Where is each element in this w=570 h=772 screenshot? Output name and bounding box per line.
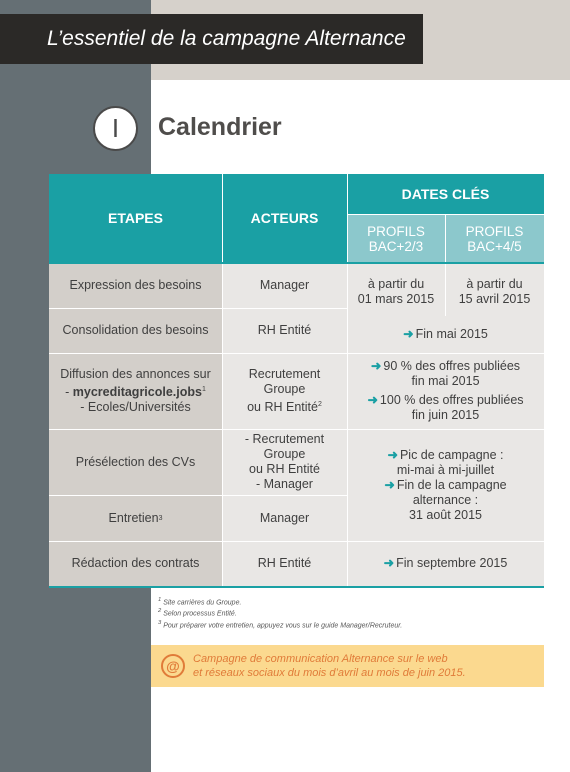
row-redaction-acteur: RH Entité — [222, 541, 347, 586]
divider — [445, 214, 446, 316]
consolidation-date-text: Fin mai 2015 — [415, 327, 488, 341]
preselection-date-2-line2: alternance : — [412, 492, 479, 507]
section-title: Calendrier — [158, 113, 282, 141]
preselection-acteur-line1: - Recrutement — [244, 432, 325, 446]
diffusion-acteur-line2: Groupe — [263, 381, 306, 396]
divider — [49, 495, 347, 496]
row-preselection-etape: Présélection des CVs — [49, 429, 222, 495]
header-profil-bac45 — [445, 214, 544, 263]
divider — [49, 308, 347, 309]
preselection-acteur-line4: - Manager — [256, 477, 313, 491]
preselection-acteur-line2: Groupe — [263, 447, 306, 461]
diffusion-acteur-line3-text: ou RH Entité — [247, 400, 318, 415]
diffusion-date-1-text: 90 % des offres publiées — [383, 359, 521, 373]
preselection-date-1-line1 — [384, 448, 506, 463]
diffusion-line3: - Ecoles/Universités — [80, 400, 191, 415]
divider — [49, 353, 544, 354]
preselection-date-1-line2: mi-mai à mi-juillet — [396, 462, 495, 477]
divider — [49, 541, 544, 542]
row-expression-acteur: Manager — [222, 263, 347, 308]
divider — [347, 174, 348, 586]
diffusion-date-1-line1 — [367, 359, 523, 374]
row-entretien-acteur: Manager — [222, 495, 347, 541]
divider — [347, 214, 544, 215]
arrow-right-icon: ➜ — [384, 477, 395, 492]
footnote-ref-3: 3 — [158, 514, 163, 522]
date-bac23-line1: à partir du — [367, 277, 425, 291]
footnote-2-text: Selon processus Entité. — [163, 610, 237, 618]
arrow-right-icon: ➜ — [370, 359, 382, 373]
arrow-right-icon: ➜ — [403, 327, 414, 341]
row-consolidation-etape: Consolidation des besoins — [49, 308, 222, 353]
diffusion-date-1-line2: fin mai 2015 — [411, 374, 480, 388]
row-redaction-date — [347, 541, 544, 586]
profil-2-line2: BAC+4/5 — [467, 238, 522, 254]
footnote-2-mark: 2 — [158, 608, 162, 615]
row-diffusion-dates — [347, 353, 544, 429]
note-line1: Campagne de communication Alternance sur le web — [193, 653, 448, 665]
preselection-date-2-text: Fin de la campagne — [396, 477, 507, 492]
footnote-1 — [158, 596, 402, 607]
footnote-ref-2: 2 — [317, 400, 322, 408]
header-etapes: ETAPES — [49, 174, 222, 263]
header-acteurs: ACTEURS — [222, 174, 347, 263]
arrow-right-icon: ➜ — [387, 447, 398, 462]
header-dates-cles: DATES CLÉS — [347, 174, 544, 214]
diffusion-date-2-text: 100 % des offres publiées — [379, 393, 524, 407]
footnote-2 — [158, 607, 402, 618]
footnote-1-mark: 1 — [158, 597, 162, 603]
date-bac45-line1: à partir du — [466, 277, 523, 291]
communication-note-text — [193, 652, 533, 680]
divider — [49, 429, 544, 430]
profil-1-line1: PROFILS — [367, 223, 425, 239]
header-profil-bac23 — [347, 214, 445, 263]
table-bottom-line — [49, 586, 544, 588]
arrow-right-icon: ➜ — [383, 556, 395, 570]
row-diffusion-etape — [49, 353, 222, 429]
row-preselection-entretien-dates — [347, 429, 544, 541]
divider — [222, 174, 223, 586]
row-consolidation-date — [347, 316, 544, 353]
row-preselection-acteur — [222, 429, 347, 495]
footnote-3-text: Pour préparer votre entretien, appuyez vous sur le guide Manager/Recruteur. — [163, 621, 403, 629]
diffusion-acteur-line3 — [247, 397, 322, 415]
at-icon: @ — [161, 654, 185, 678]
footnote-ref-1: 1 — [201, 385, 206, 393]
row-consolidation-acteur: RH Entité — [222, 308, 347, 353]
row-entretien-etape — [49, 495, 222, 541]
diffusion-acteur-line1: Recrutement — [248, 366, 321, 381]
note-line2: et réseaux sociaux du mois d’avril au mois de juin 2015. — [193, 667, 466, 679]
date-bac45-line2: 15 avril 2015 — [458, 292, 531, 306]
row-redaction-etape: Rédaction des contrats — [49, 541, 222, 586]
row-expression-date-bac23 — [347, 263, 445, 316]
profil-2-line1: PROFILS — [465, 223, 524, 239]
page-header-title: L’essentiel de la campagne Alternance — [0, 14, 423, 64]
preselection-acteur-line3: ou RH Entité — [249, 462, 320, 476]
preselection-date-2-line1 — [384, 478, 506, 493]
footnote-3 — [158, 619, 402, 630]
preselection-date-2-line3: 31 août 2015 — [409, 507, 482, 522]
section-number-badge: I — [93, 106, 138, 151]
redaction-date-text: Fin septembre 2015 — [396, 556, 508, 570]
row-expression-date-bac45 — [445, 263, 544, 316]
diffusion-line2 — [60, 382, 211, 400]
arrow-right-icon: ➜ — [367, 393, 378, 407]
row-expression-etape: Expression des besoins — [49, 263, 222, 308]
jobs-site-name: mycreditagricole.jobs — [72, 385, 202, 400]
entretien-text: Entretien — [108, 510, 159, 525]
diffusion-line2-prefix: - — [65, 385, 73, 400]
date-bac23-line2: 01 mars 2015 — [357, 292, 435, 306]
header-bottom-line — [49, 262, 544, 264]
diffusion-date-2-line1 — [367, 393, 523, 408]
diffusion-line1: Diffusion des annonces sur — [60, 366, 211, 381]
profil-1-line2: BAC+2/3 — [368, 238, 424, 254]
row-diffusion-acteur — [222, 353, 347, 429]
footnote-3-mark: 3 — [158, 619, 162, 626]
diffusion-date-2-line2: fin juin 2015 — [411, 408, 480, 422]
preselection-date-1-text: Pic de campagne : — [399, 447, 504, 462]
footnote-1-text: Site carrières du Groupe. — [163, 599, 242, 607]
footnotes — [158, 596, 402, 630]
